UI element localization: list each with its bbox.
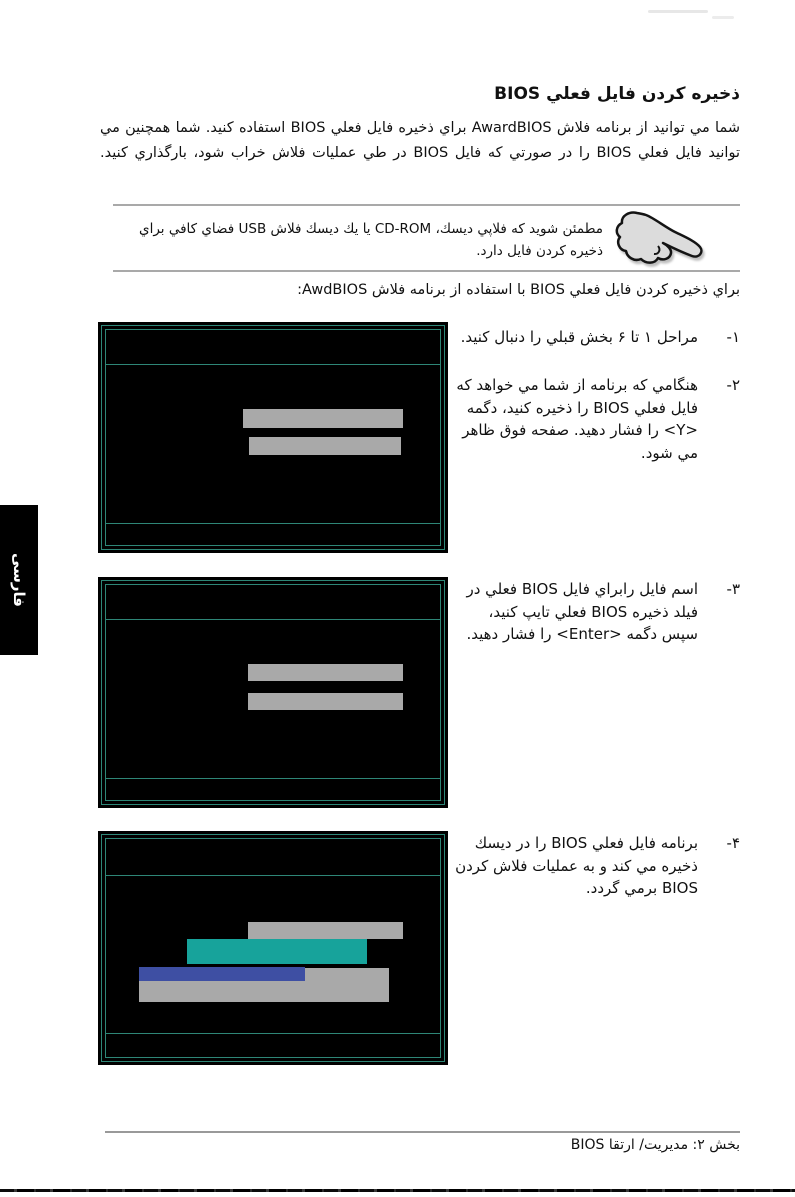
step-3-number: ٣- <box>726 580 740 598</box>
blurred-progress-bar-blue <box>139 967 305 981</box>
blurred-progress-bar-teal <box>187 939 367 964</box>
step-3-text: اسم فايل رابراي فايل BIOS فعلي در فيلد ذخيره BIOS فعلي تايپ كنيد، سپس دگمه <Enter> را فشار دهيد. <box>466 580 698 643</box>
sidebar-language-tab <box>0 505 38 655</box>
screen-header-divider <box>106 364 440 365</box>
step-1-number: ١- <box>726 328 740 346</box>
screen-footer-divider <box>106 1033 440 1034</box>
step-3 <box>455 578 740 646</box>
bios-screenshot-1 <box>98 322 448 553</box>
page-bottom-scan-line <box>0 1189 795 1192</box>
step-4-number: ۴- <box>726 834 740 852</box>
blurred-dialog-bar <box>248 693 403 710</box>
step-1-text: مراحل ١ تا ۶ بخش قبلي را دنبال كنيد. <box>460 328 698 346</box>
bios-screenshot-3 <box>98 831 448 1065</box>
step-2 <box>455 374 740 464</box>
step-2-text: هنگامي كه برنامه از شما مي خواهد كه فايل فعلي BIOS را ذخيره كنيد، دگمه <Y> را فشار دهيد. صفحه فوق ظاهر مي شود. <box>456 376 698 462</box>
blurred-dialog-bar <box>248 922 403 939</box>
step-1 <box>455 326 740 349</box>
footer-rule <box>105 1131 740 1133</box>
blurred-dialog-bar <box>249 437 401 455</box>
screen-footer-divider <box>106 778 440 779</box>
blurred-dialog-bar <box>248 664 403 681</box>
screen-footer-divider <box>106 523 440 524</box>
screen-header-divider <box>106 619 440 620</box>
step-4 <box>455 832 740 900</box>
sidebar-language-tab-label: فارسی <box>10 552 28 608</box>
procedure-heading: براي ذخيره كردن فايل فعلي BIOS با استفاده از برنامه فلاش AwdBIOS: <box>297 282 740 298</box>
note-bottom-rule <box>113 270 740 272</box>
pointing-hand-icon <box>610 206 706 270</box>
step-2-number: ٢- <box>726 376 740 394</box>
bios-screenshot-2 <box>98 577 448 808</box>
screen-header-divider <box>106 875 440 876</box>
footer-text: بخش ٢: مديريت/ ارتقا BIOS <box>570 1137 740 1153</box>
page-title: ذخيره كردن فايل فعلي BIOS <box>494 84 740 104</box>
scan-artifact <box>648 10 708 13</box>
step-4-text: برنامه فايل فعلي BIOS را در ديسك ذخيره مي كند و به عمليات فلاش كردن BIOS برمي گردد. <box>455 834 698 897</box>
scan-artifact <box>712 16 734 19</box>
intro-paragraph: شما مي توانيد از برنامه فلاش AwardBIOS براي ذخيره فايل فعلي BIOS استفاده كنيد. شما همچنين مي توانيد فايل فعلي BIOS را در صورتي كه فايل BIOS در طي عمليات فلاش خراب شود، بارگذاري كنيد. <box>100 120 740 161</box>
note-text: مطمئن شويد كه فلاپي ديسك، CD-ROM يا يك ديسك فلاش USB فضاي كافي براي ذخيره كردن فايل دارد. <box>139 221 603 259</box>
blurred-dialog-bar <box>243 409 403 428</box>
